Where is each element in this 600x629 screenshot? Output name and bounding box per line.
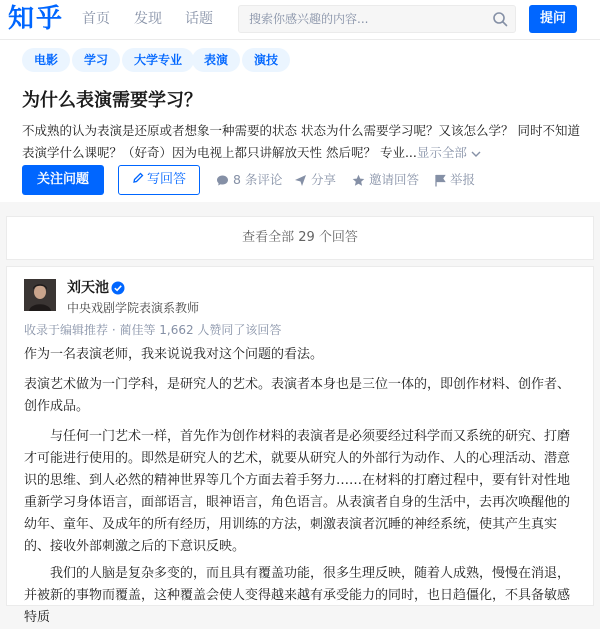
question-card [0,40,600,202]
comment-icon [216,174,229,187]
answer-meta: 收录于编辑推荐 · 蔺佳等 1,662 人赞同了该回答 [24,323,282,337]
topic-tag[interactable]: 学习 [72,48,120,72]
ask-button[interactable]: 提问 [529,5,577,33]
report-button[interactable] [434,165,475,195]
write-answer-button[interactable] [118,165,200,195]
comments-label: 8 条评论 [233,172,283,187]
search-icon[interactable] [492,11,508,27]
answer-paragraph: 与任何一门艺术一样，首先作为创作材料的表演者是必须要经过科学而又系统的研究、打磨才可能进行使用的。即然是研究人的艺术，就要从研究人的外部行为动作、人的心理活动、潜意识的思维、到人必然的精神世界等几个方面去着手努力……在材料的打磨过程中，要有针对性地重新学习身体语言，面部语言，眼神语言，角色语言。从表演者自身的生活中，去再次唤醒他的幼年、童年、及成年的所有经历，用训练的方法，刺激表演者沉睡的神经系统，使其产生真实的、接收外部刺激之后的下意识反映。 [24,429,571,554]
share-button[interactable] [294,165,336,195]
nav-home[interactable]: 首页 [82,11,110,27]
site-logo[interactable]: 知乎 [8,4,65,34]
flag-icon [434,174,446,187]
question-detail [22,120,582,164]
answer-paragraph: 表演艺术做为一门学科，是研究人的艺术。表演者本身也是三位一体的，即创作材料、创作者、创作成品。 [24,377,571,414]
topic-tag[interactable]: 表演 [192,48,240,72]
question-title: 为什么表演需要学习？ [22,90,202,111]
author-name[interactable]: 刘天池 [67,280,109,296]
answer-card [6,266,594,625]
avatar[interactable] [24,279,56,311]
comments-button[interactable] [216,165,282,195]
nav-discover[interactable]: 发现 [134,11,162,27]
top-bar [0,0,600,40]
topic-tag[interactable]: 电影 [22,48,70,72]
share-icon [294,174,307,187]
chevron-down-icon [471,150,481,158]
invite-answer-button[interactable] [352,165,419,195]
answer-paragraph: 作为一名表演老师，我来说说我对这个问题的看法。 [24,347,324,362]
search-input[interactable] [238,5,516,33]
show-all-link[interactable]: 显示全部 [417,145,481,160]
nav-topics[interactable]: 话题 [185,11,213,27]
question-detail-text: 不成熟的认为表演是还原或者想象一种需要的状态 状态为什么需要学习呢？又该怎么学？ 同时不知道表演学什么课呢？（好奇）因为电视上都只讲解放天性 然后呢？ 专业... [22,123,580,160]
write-answer-label: 写回答 [146,172,186,187]
follow-question-button[interactable]: 关注问题 [22,165,104,195]
author-bio: 中央戏剧学院表演系教师 [67,301,200,315]
report-label: 举报 [450,172,476,187]
avatar-image [24,279,56,311]
topic-tag[interactable]: 大学专业 [122,48,194,72]
verified-badge-icon [111,281,125,295]
view-all-answers-button[interactable]: 查看全部 29 个回答 [6,216,594,260]
share-label: 分享 [311,172,337,187]
topic-tag[interactable]: 演技 [242,48,290,72]
star-icon [352,174,365,187]
pencil-icon [132,172,144,184]
invite-label: 邀请回答 [369,172,420,187]
answer-paragraph: 我们的人脑是复杂多变的，而且具有覆盖功能，很多生理反映，随着人成熟，慢慢在消退，并被新的事物而覆盖，这种覆盖会使人变得越来越有承受能力的同时，也日趋僵化，不具备敏感特质 [24,566,571,625]
